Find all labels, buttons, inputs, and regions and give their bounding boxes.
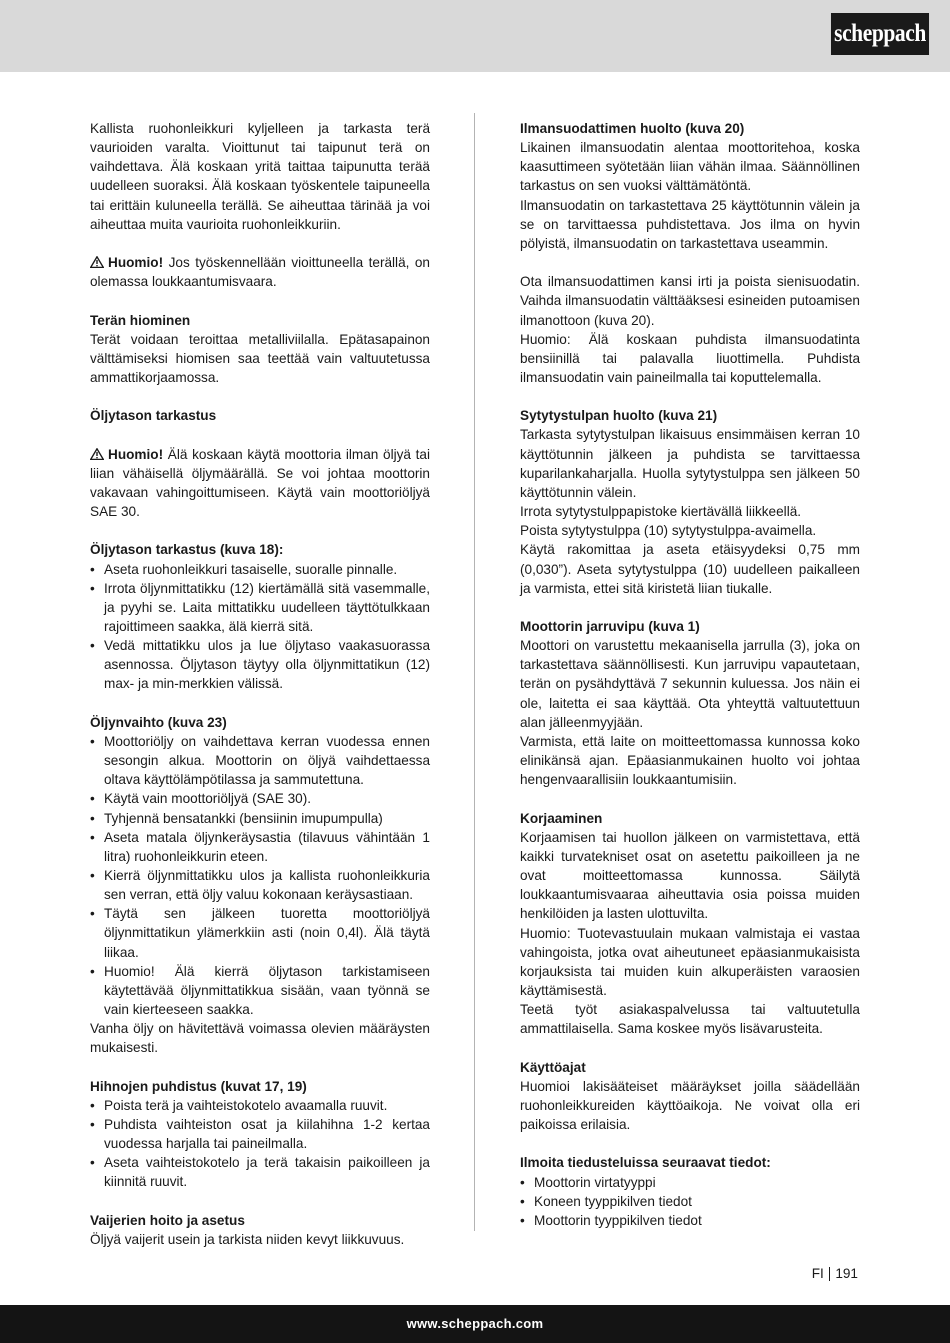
warning-label: Huomio! bbox=[108, 255, 164, 271]
section-text: Huomio: Älä koskaan puhdista ilmansuodatinta bensiinillä tai palavalla liuottimella. Puhdista ilmansuodatin vain paineilmalla tai koputtelemalla. bbox=[520, 331, 860, 386]
section-heading: Käyttöajat bbox=[520, 1059, 586, 1075]
section-air-filter-cont bbox=[520, 272, 860, 387]
section-oil-level-check bbox=[90, 540, 430, 693]
list-item: • Aseta vaihteistokotelo ja terä takaisin paikoilleen ja kiinnitä ruuvit. bbox=[90, 1153, 430, 1191]
section-heading: Ilmansuodattimen huolto (kuva 20) bbox=[520, 121, 745, 136]
warning-triangle-icon bbox=[90, 448, 104, 460]
left-column bbox=[90, 119, 430, 1249]
section-air-filter bbox=[520, 119, 860, 253]
list-item: • Puhdista vaihteiston osat ja kiilahihna 1-2 kertaa vuodessa harjalla tai paineilmalla. bbox=[90, 1115, 430, 1153]
section-text: Vanha öljy on hävitettävä voimassa olevien määräysten mukaisesti. bbox=[90, 1021, 430, 1056]
page-number bbox=[812, 1266, 858, 1281]
section-text: Terät voidaan teroittaa metalliviilalla. Epätasapainon välttämiseksi hiomisen saa teettää vain valtuutetussa ammattikorjaamossa. bbox=[90, 331, 430, 385]
section-inquiry-info bbox=[520, 1153, 860, 1230]
warning-oil bbox=[90, 445, 430, 522]
page-language: FI bbox=[811, 1266, 824, 1281]
section-heading: Korjaaminen bbox=[520, 810, 603, 826]
page-number-separator bbox=[829, 1267, 831, 1281]
section-oil-level bbox=[90, 406, 430, 425]
list-item: • Poista terä ja vaihteistokotelo avaamalla ruuvit. bbox=[90, 1096, 430, 1115]
list-item: • Huomio! Älä kierrä öljytason tarkistamiseen käytettävää öljynmittatikkua sisään, vaan työnnä se vain kierteeseen saakka. bbox=[90, 962, 430, 1019]
section-heading: Ilmoita tiedusteluissa seuraavat tiedot: bbox=[520, 1155, 771, 1171]
section-text: Huomio: Tuotevastuulain mukaan valmistaja ei vastaa vahingoista, jotka ovat aiheutuneet epäasianmukaisista korjauksista tai muiden kuin alkuperäisten varaosien käyttämisestä. bbox=[520, 925, 860, 998]
list-item: • Käytä vain moottoriöljyä (SAE 30). bbox=[90, 789, 430, 808]
section-heading: Sytytystulpan huolto (kuva 21) bbox=[520, 408, 718, 424]
list-item: • Täytä sen jälkeen tuoretta moottoriöljyä öljynmittatikun ylämerkkiin asti (noin 0,4l). Älä täytä liikaa. bbox=[90, 904, 430, 961]
section-repair bbox=[520, 809, 860, 1039]
list-item: • Moottorin tyyppikilven tiedot bbox=[520, 1211, 860, 1230]
column-divider bbox=[474, 113, 475, 1231]
section-heading: Hihnojen puhdistus (kuvat 17, 19) bbox=[90, 1078, 307, 1094]
section-text: Huomioi lakisääteiset määräykset joilla säädellään ruohonleikkureiden käyttöaikoja. Ne voivat olla eri paikoissa erilaisia. bbox=[520, 1078, 860, 1133]
bullet-list bbox=[90, 732, 430, 1019]
list-item: • Tyhjennä bensatankki (bensiinin imupumpulla) bbox=[90, 809, 430, 828]
warning-label: Huomio! bbox=[108, 446, 164, 462]
page-number-value: 191 bbox=[835, 1266, 858, 1281]
list-item: • Kierrä öljynmittatikku ulos ja kallista ruohonleikkuria sen verran, että öljy valuu kokonaan keräysastiaan. bbox=[90, 866, 430, 904]
list-item: • Vedä mittatikku ulos ja lue öljytaso vaakasuorassa asennossa. Öljytason täytyy olla öljynmittatikun (12) max- ja min-merkkien välissä. bbox=[90, 636, 430, 693]
section-belt-cleaning bbox=[90, 1077, 430, 1192]
brand-logo: scheppach bbox=[831, 13, 929, 55]
section-heading: Moottorin jarruvipu (kuva 1) bbox=[520, 619, 700, 635]
right-column bbox=[520, 119, 860, 1230]
warning-text: Älä koskaan käytä moottoria ilman öljyä tai liian vähäisellä öljymäärällä. Se voi johtaa moottorin vakavaan vahingoittumiseen. Käytä vain moottoriöljyä SAE 30. bbox=[90, 446, 430, 520]
list-item: • Koneen tyyppikilven tiedot bbox=[520, 1192, 860, 1211]
section-brake-lever bbox=[520, 617, 860, 789]
bullet-list bbox=[520, 1173, 860, 1230]
list-item: • Irrota öljynmittatikku (12) kiertämällä sitä vasemmalle, ja pyyhi se. Laita mittatikku uudelleen täyttötulkkaan rajoittimeen saakka, älä kierrä sitä. bbox=[90, 579, 430, 636]
section-text: Ota ilmansuodattimen kansi irti ja poista sienisuodatin. Vaihda ilmansuodatin välttääksesi esineiden putoamisen ilmanottoon (kuva 20). bbox=[520, 274, 860, 328]
section-text: Käytä rakomittaa ja aseta etäisyydeksi 0,75 mm (0,030”). Aseta sytytystulppa (10) uudelleen paikalleen ja varmista, ettei sitä kiristetä liian tiukalle. bbox=[520, 542, 860, 596]
section-oil-change bbox=[90, 713, 430, 1058]
list-item: • Aseta ruohonleikkuri tasaiselle, suoralle pinnalle. bbox=[90, 560, 430, 579]
bullet-list bbox=[90, 560, 430, 694]
section-cables bbox=[90, 1211, 430, 1249]
section-text: Poista sytytystulppa (10) sytytystulppa-avaimella. bbox=[520, 523, 817, 539]
section-spark-plug bbox=[520, 406, 860, 598]
section-heading: Öljytason tarkastus bbox=[90, 408, 217, 424]
section-text: Öljyä vaijerit usein ja tarkista niiden kevyt liikkuvuus. bbox=[90, 1231, 405, 1247]
warning-triangle-icon bbox=[90, 256, 104, 268]
bullet-list bbox=[90, 1096, 430, 1192]
list-item: • Aseta matala öljynkeräysastia (tilavuus vähintään 1 litra) ruohonleikkurin eteen. bbox=[90, 828, 430, 866]
blade-check-text: Kallista ruohonleikkuri kyljelleen ja tarkasta terä vaurioiden varalta. Vioittunut tai taipunut terä on vaihdettava. Älä koskaan yritä taittaa taipunutta terää uudelleen suoraksi. Älä koskaan työskentele taipuneella tai erittäin kuluneella terällä. Se aiheuttaa tärinää ja voi aiheuttaa muita vaurioita ruohonleikkuriin. bbox=[90, 121, 430, 232]
section-text: Tarkasta sytytystulpan likaisuus ensimmäisen kerran 10 käyttötunnin jälkeen ja puhdista se tarvittaessa kuparilankaharjalla. Huolla sytytystulppa sen jälkeen 50 käyttötunnin välein. bbox=[520, 427, 860, 500]
warning-blade bbox=[90, 253, 430, 291]
section-text: Moottori on varustettu mekaanisella jarrulla (3), joka on tarkastettava säännöllisesti. Kun jarruvipu vapautetaan, terän on pysähdyttävä 7 sekunnin kuluessa. Jos näin ei ole, laitetta ei saa käyttää. Ota yhteyttä valtuutettuun alan jälleenmyyjään. bbox=[520, 638, 860, 730]
section-text: Teetä työt asiakaspalvelussa tai valtuutetulla ammattilaisella. Sama koskee myös lisävarusteita. bbox=[520, 1002, 860, 1037]
footer-bar bbox=[0, 1305, 950, 1343]
section-sharpening bbox=[90, 311, 430, 388]
section-heading: Vaijerien hoito ja asetus bbox=[90, 1212, 245, 1228]
section-text: Ilmansuodatin on tarkastettava 25 käyttötunnin välein ja se on tarvittaessa puhdistettava. Jos ilma on hyvin pölyistä, ilmansuodatin on tarkastettava useammin. bbox=[520, 197, 860, 251]
section-text: Irrota sytytystulppapistoke kiertävällä liikkeellä. bbox=[520, 504, 802, 520]
section-heading: Terän hiominen bbox=[90, 312, 191, 328]
section-text: Likainen ilmansuodatin alentaa moottoritehoa, koska kaasuttimeen syötetään liian vähän ilmaa. Säännöllinen tarkastus on sen vuoksi välttämätöntä. bbox=[520, 140, 860, 194]
warning-text: Jos työskennellään vioittuneella terällä, on olemassa loukkaantumisvaara. bbox=[90, 255, 430, 290]
section-text: Varmista, että laite on moitteettomassa kunnossa koko elinikänsä ajan. Epäasianmukainen huolto voi johtaa hengenvaarallisiin loukkaantumisiin. bbox=[520, 733, 860, 788]
section-text: Korjaamisen tai huollon jälkeen on varmistettava, että kaikki turvatekniset osat on asetettu paikoilleen ja ne ovat moitteettomassa kunnossa. Säilytä loukkaantumisvaaraa aiheuttavia osia poissa muiden henkilöiden ja lasten ulottuvilta. bbox=[520, 829, 860, 922]
list-item: • Moottoriöljy on vaihdettava kerran vuodessa ennen sesongin alkua. Moottorin on öljyä vaihdettaessa oltava käyttölämpötilassa ja sammutettuna. bbox=[90, 732, 430, 789]
section-operating-hours bbox=[520, 1058, 860, 1135]
section-heading: Öljynvaihto (kuva 23) bbox=[90, 714, 227, 730]
header-bar bbox=[0, 0, 950, 72]
footer-url: www.scheppach.com bbox=[406, 1316, 544, 1331]
list-item: • Moottorin virtatyyppi bbox=[520, 1173, 860, 1192]
section-heading: Öljytason tarkastus (kuva 18): bbox=[90, 542, 284, 558]
